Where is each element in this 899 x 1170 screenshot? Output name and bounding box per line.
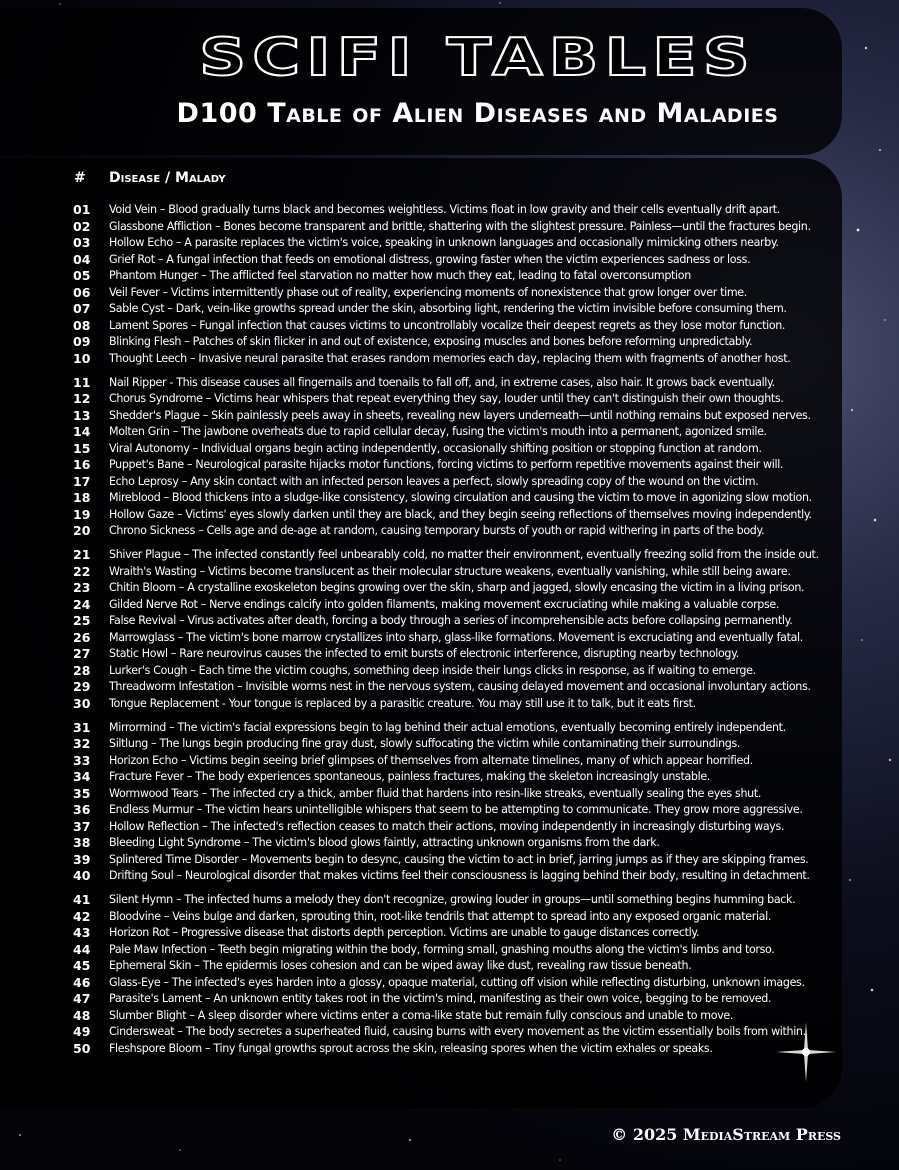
row-number: 36 xyxy=(73,802,91,817)
table-row xyxy=(0,547,842,564)
table-row xyxy=(0,630,842,647)
table-row xyxy=(0,786,842,803)
table-row xyxy=(0,351,842,368)
table-row xyxy=(0,301,842,318)
table-row xyxy=(0,268,842,285)
table-group xyxy=(0,547,842,712)
table-row xyxy=(0,285,842,302)
row-description: Glass-Eye – The infected's eyes harden into a glossy, opaque material, cutting off vision while reflecting disturbing, unknown images. xyxy=(109,975,805,989)
table-row xyxy=(0,958,842,975)
table-row xyxy=(0,408,842,425)
row-number: 02 xyxy=(73,218,91,234)
row-description: Bloodvine – Veins bulge and darken, sprouting thin, root-like tendrils that attempt to spread into any exposed organic material. xyxy=(109,909,772,923)
row-description: Splintered Time Disorder – Movements begin to desync, causing the victim to act in brief, jarring jumps as if they are skipping frames. xyxy=(109,852,809,866)
row-number: 45 xyxy=(73,958,91,973)
row-number: 17 xyxy=(73,473,91,489)
table-row xyxy=(0,892,842,909)
row-number: 04 xyxy=(73,251,91,267)
row-description: Chitin Bloom – A crystalline exoskeleton begins growing over the skin, sharp and jagged, slowly encasing the victim in a living prison. xyxy=(109,581,805,594)
row-description: Drifting Soul – Neurological disorder that makes victims feel their consciousness is lagging behind their body, resulting in detachment. xyxy=(109,869,810,882)
row-number: 28 xyxy=(73,662,91,678)
row-description: Mireblood – Blood thickens into a sludge-like consistency, slowing circulation and causing the victim to move in agonizing slow motion. xyxy=(109,491,812,504)
table-row xyxy=(0,391,842,408)
row-description: Fleshspore Bloom – Tiny fungal growths sprout across the skin, releasing spores when the victim exhales or speaks. xyxy=(109,1041,713,1055)
row-description: Shiver Plague – The infected constantly feel unbearably cold, no matter their environment, eventually freezing solid from the inside out. xyxy=(109,548,819,561)
table-group xyxy=(0,892,842,1057)
row-number: 50 xyxy=(73,1040,91,1056)
row-number: 48 xyxy=(73,1007,91,1023)
row-description: Veil Fever – Victims intermittently phase out of reality, experiencing moments of nonexistence that grow longer over time. xyxy=(109,285,747,299)
row-number: 46 xyxy=(73,974,91,990)
row-description: Horizon Rot – Progressive disease that distorts depth perception. Victims are unable to gauge distances correctly. xyxy=(109,926,700,939)
row-number: 01 xyxy=(73,202,91,217)
table-row xyxy=(0,942,842,959)
row-description: Hollow Gaze – Victims' eyes slowly darken until they are black, and they begin seeing reflections of themselves moving independently. xyxy=(109,507,812,521)
row-number: 06 xyxy=(73,284,91,300)
row-number: 23 xyxy=(73,580,91,595)
table-row xyxy=(0,802,842,819)
row-number: 09 xyxy=(73,334,91,349)
row-number: 35 xyxy=(73,785,91,801)
row-number: 32 xyxy=(73,736,91,751)
row-description: Echo Leprosy – Any skin contact with an infected person leaves a perfect, slowly spreading copy of the wound on the victim. xyxy=(109,474,759,488)
row-description: Shedder's Plague – Skin painlessly peels away in sheets, revealing new layers underneath—until nothing remains but exposed nerves. xyxy=(109,408,811,422)
table-row xyxy=(0,835,842,852)
table-row xyxy=(0,613,842,630)
table-row xyxy=(0,334,842,351)
table-row xyxy=(0,1024,842,1041)
row-description: Pale Maw Infection – Teeth begin migrating within the body, forming small, gnashing mouths along the victim's limbs and torso. xyxy=(109,942,775,956)
row-number: 10 xyxy=(73,350,91,366)
row-number: 13 xyxy=(73,407,91,423)
row-number: 12 xyxy=(73,391,91,406)
table-row xyxy=(0,819,842,836)
row-description: Wormwood Tears – The infected cry a thick, amber fluid that hardens into resin-like streaks, eventually sealing the eyes shut. xyxy=(109,786,762,800)
row-description: Blinking Flesh – Patches of skin flicker in and out of existence, exposing muscles and bones before reforming unpredictably. xyxy=(109,335,753,348)
row-number: 47 xyxy=(73,991,91,1006)
table-row xyxy=(0,769,842,786)
row-description: False Revival – Virus activates after death, forcing a body through a series of incomprehensible acts before collapsing permanently. xyxy=(109,614,793,627)
row-number: 38 xyxy=(73,835,91,850)
row-number: 24 xyxy=(73,596,91,612)
row-description: Fracture Fever – The body experiences spontaneous, painless fractures, making the skeleton increasingly unstable. xyxy=(109,770,710,783)
table-row xyxy=(0,991,842,1008)
table-row xyxy=(0,252,842,269)
table-row xyxy=(0,1041,842,1058)
table-group xyxy=(0,202,842,367)
column-header-number: # xyxy=(74,170,86,186)
row-description: Mirrormind – The victim's facial expressions begin to lag behind their actual emotions, eventually becoming entirely independent. xyxy=(109,720,786,734)
row-description: Gilded Nerve Rot – Nerve endings calcify into golden filaments, making movement excruciating while making a valuable corpse. xyxy=(109,597,780,611)
table-row xyxy=(0,868,842,885)
row-description: Horizon Echo – Victims begin seeing brief glimpses of themselves from alternate timelines, many of which appear horrified. xyxy=(109,753,753,767)
table-row xyxy=(0,1008,842,1025)
page-subtitle: D100 Table of Alien Diseases and Maladies xyxy=(176,98,779,129)
row-number: 03 xyxy=(73,235,91,250)
row-description: Lurker's Cough – Each time the victim coughs, something deep inside their lungs clicks in response, as if waiting to emerge. xyxy=(109,663,756,677)
row-description: Endless Murmur – The victim hears unintelligible whispers that seem to be attempting to communicate. They grow more aggressive. xyxy=(109,803,803,816)
table-row xyxy=(0,235,842,252)
row-number: 21 xyxy=(73,547,91,562)
row-number: 41 xyxy=(73,892,91,907)
table-row xyxy=(0,720,842,737)
row-description: Wraith's Wasting – Victims become translucent as their molecular structure weakens, eventually vanishing, while still being aware. xyxy=(109,564,791,578)
row-description: Bleeding Light Syndrome – The victim's blood glows faintly, attracting unknown organisms from the dark. xyxy=(109,836,660,849)
row-description: Static Howl – Rare neurovirus causes the infected to emit bursts of electronic interference, disrupting nearby technology. xyxy=(109,647,739,660)
row-description: Nail Ripper - This disease causes all fingernails and toenails to fall off, and, in extreme cases, also hair. It grows back eventually. xyxy=(109,375,775,389)
row-description: Parasite's Lament – An unknown entity takes root in the victim's mind, manifesting as their own voice, begging to be removed. xyxy=(109,992,772,1005)
row-number: 44 xyxy=(73,941,91,957)
copyright-footer: © 2025 MediaStream Press xyxy=(611,1125,841,1144)
row-number: 30 xyxy=(73,695,91,711)
table-row xyxy=(0,852,842,869)
row-description: Molten Grin – The jawbone overheats due to rapid cellular decay, fusing the victim's mouth into a permanent, agonized smile. xyxy=(109,425,767,438)
row-description: Glassbone Affliction – Bones become transparent and brittle, shattering with the slightest pressure. Painless—until the fractures begin. xyxy=(109,219,811,233)
column-header-name: Disease / Malady xyxy=(109,170,226,186)
page-title: SCIFI TABLES xyxy=(199,28,756,88)
row-description: Cindersweat – The body secretes a superheated fluid, causing burns with every movement as the victim essentially boils from within. xyxy=(109,1025,806,1038)
row-description: Thought Leech – Invasive neural parasite that erases random memories each day, replacing them with fragments of another host. xyxy=(109,351,791,365)
disease-table xyxy=(0,202,842,1065)
row-number: 05 xyxy=(73,268,91,283)
table-row xyxy=(0,441,842,458)
table-row xyxy=(0,457,842,474)
table-row xyxy=(0,523,842,540)
row-description: Hollow Echo – A parasite replaces the victim's voice, speaking in unknown languages and occasionally mimicking others nearby. xyxy=(109,236,779,249)
table-row xyxy=(0,202,842,219)
row-description: Silent Hymn – The infected hums a melody they don't recognize, growing louder in groups—until something begins humming back. xyxy=(109,893,796,906)
row-description: Sable Cyst – Dark, vein-like growths spread under the skin, absorbing light, rendering the victim invisible before consuming them. xyxy=(109,302,787,315)
row-number: 37 xyxy=(73,818,91,834)
row-description: Chorus Syndrome – Victims hear whispers that repeat everything they say, louder until they can't distinguish their own thoughts. xyxy=(109,392,784,405)
table-row xyxy=(0,490,842,507)
row-description: Ephemeral Skin – The epidermis loses cohesion and can be wiped away like dust, revealing raw tissue beneath. xyxy=(109,959,692,972)
row-description: Grief Rot – A fungal infection that feeds on emotional distress, growing faster when the victim experiences sadness or loss. xyxy=(109,252,751,266)
table-row xyxy=(0,375,842,392)
table-row xyxy=(0,753,842,770)
row-number: 42 xyxy=(73,908,91,924)
table-row xyxy=(0,646,842,663)
table-row xyxy=(0,679,842,696)
row-number: 25 xyxy=(73,613,91,628)
table-group xyxy=(0,375,842,540)
table-row xyxy=(0,925,842,942)
row-number: 18 xyxy=(73,490,91,505)
row-description: Chrono Sickness – Cells age and de-age at random, causing temporary bursts of youth or rapid withering in parts of the body. xyxy=(109,524,765,537)
row-number: 14 xyxy=(73,424,91,439)
row-description: Siltlung – The lungs begin producing fine gray dust, slowly suffocating the victim while contaminating their surroundings. xyxy=(109,737,741,750)
table-row xyxy=(0,597,842,614)
row-number: 19 xyxy=(73,506,91,522)
row-description: Tongue Replacement - Your tongue is replaced by a parasitic creature. You may still use it to talk, but it eats first. xyxy=(109,696,696,710)
row-number: 20 xyxy=(73,523,91,538)
row-description: Viral Autonomy – Individual organs begin acting independently, occasionally shifting position or stopping function at random. xyxy=(109,441,762,455)
row-number: 39 xyxy=(73,851,91,867)
row-number: 22 xyxy=(73,563,91,579)
row-number: 34 xyxy=(73,769,91,784)
table-row xyxy=(0,507,842,524)
table-row xyxy=(0,318,842,335)
table-row xyxy=(0,975,842,992)
row-number: 43 xyxy=(73,925,91,940)
row-number: 11 xyxy=(73,374,91,390)
table-row xyxy=(0,424,842,441)
table-row xyxy=(0,736,842,753)
row-number: 27 xyxy=(73,646,91,661)
table-row xyxy=(0,696,842,713)
row-number: 15 xyxy=(73,440,91,456)
table-row xyxy=(0,909,842,926)
table-row xyxy=(0,474,842,491)
table-row xyxy=(0,219,842,236)
row-number: 08 xyxy=(73,317,91,333)
row-description: Puppet's Bane – Neurological parasite hijacks motor functions, forcing victims to perform repetitive movements against their will. xyxy=(109,458,784,471)
row-description: Marrowglass – The victim's bone marrow crystallizes into sharp, glass-like formations. Movement is excruciating and eventually fatal. xyxy=(109,630,803,644)
table-group xyxy=(0,720,842,885)
row-number: 07 xyxy=(73,301,91,316)
table-row xyxy=(0,580,842,597)
row-description: Hollow Reflection – The infected's reflection ceases to match their actions, moving independently in increasingly disturbing ways. xyxy=(109,819,785,833)
row-number: 26 xyxy=(73,629,91,645)
row-number: 16 xyxy=(73,457,91,472)
table-row xyxy=(0,564,842,581)
table-row xyxy=(0,663,842,680)
row-number: 49 xyxy=(73,1024,91,1039)
row-number: 33 xyxy=(73,752,91,768)
row-number: 40 xyxy=(73,868,91,883)
row-description: Threadworm Infestation – Invisible worms nest in the nervous system, causing delayed movement and occasional involuntary actions. xyxy=(109,680,811,693)
row-number: 29 xyxy=(73,679,91,694)
row-description: Void Vein – Blood gradually turns black and becomes weightless. Victims float in low gravity and their cells eventually drift apart. xyxy=(109,203,780,216)
row-description: Slumber Blight – A sleep disorder where victims enter a coma-like state but remain fully conscious and unable to move. xyxy=(109,1008,734,1022)
row-description: Lament Spores – Fungal infection that causes victims to uncontrollably vocalize their deepest regrets as they lose motor function. xyxy=(109,318,786,332)
row-description: Phantom Hunger – The afflicted feel starvation no matter how much they eat, leading to fatal overconsumption xyxy=(109,269,691,282)
row-number: 31 xyxy=(73,719,91,735)
